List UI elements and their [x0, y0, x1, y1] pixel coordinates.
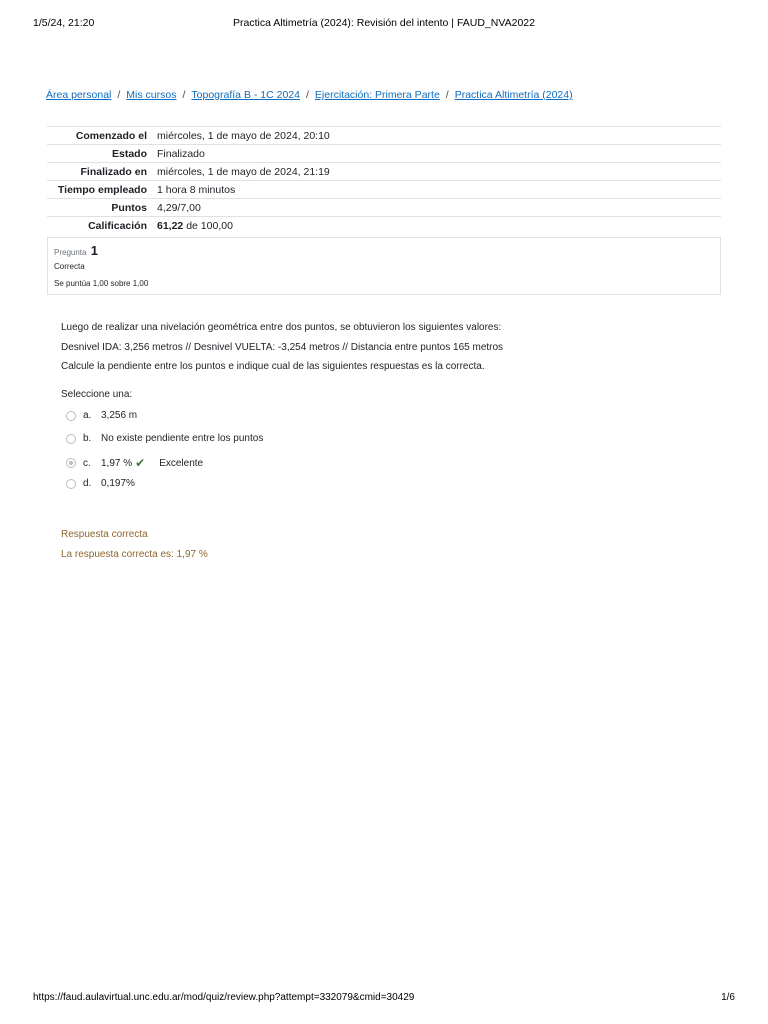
- question-grade: Se puntúa 1,00 sobre 1,00: [54, 279, 149, 288]
- breadcrumb-personal-area[interactable]: Área personal: [46, 89, 112, 101]
- question-info-box: [47, 237, 721, 295]
- question-text-line-3: Calcule la pendiente entre los puntos e indique cual de las siguientes respuestas es la correcta.: [61, 361, 485, 372]
- answer-text: 0,197%: [101, 478, 135, 489]
- answer-letter: b.: [83, 433, 92, 444]
- grade-value: 61,22: [157, 219, 184, 232]
- answer-feedback: Excelente: [159, 457, 204, 469]
- answer-text: 1,97 %: [101, 457, 133, 469]
- answer-letter: d.: [83, 478, 92, 489]
- summary-row-state: [47, 145, 721, 163]
- breadcrumb-separator: /: [117, 89, 121, 101]
- state-value: Finalizado: [157, 147, 205, 160]
- answer-text: No existe pendiente entre los puntos: [101, 433, 264, 444]
- right-answer-text: La respuesta correcta es: 1,97 %: [61, 549, 208, 560]
- print-header: [33, 17, 735, 31]
- grade-label: Calificación: [88, 219, 147, 232]
- answer-letter: c.: [83, 457, 91, 469]
- breadcrumb-separator: /: [305, 89, 309, 101]
- radio-b[interactable]: [66, 434, 76, 444]
- radio-d[interactable]: [66, 479, 76, 489]
- answer-option-a[interactable]: [66, 410, 137, 421]
- outcome-text: Respuesta correcta: [61, 529, 148, 540]
- points-value: 4,29/7,00: [157, 201, 201, 214]
- grade-rest: de 100,00: [186, 219, 233, 232]
- answer-option-d[interactable]: [66, 478, 135, 489]
- time-label: Tiempo empleado: [57, 183, 147, 196]
- breadcrumb-section[interactable]: Ejercitación: Primera Parte: [314, 89, 440, 101]
- question-text-line-1: Luego de realizar una nivelación geométrica entre dos puntos, se obtuvieron los siguientes valores:: [61, 322, 502, 333]
- started-label: Comenzado el: [75, 129, 147, 142]
- attempt-summary-table: [47, 126, 721, 234]
- summary-row-grade: [47, 217, 721, 235]
- question-number: [54, 243, 98, 258]
- question-label: Pregunta: [54, 248, 87, 257]
- answer-option-b[interactable]: [66, 433, 263, 444]
- breadcrumb-separator: /: [445, 89, 449, 101]
- checkmark-icon: ✔: [135, 456, 146, 470]
- radio-c-selected[interactable]: [66, 458, 76, 468]
- summary-row-points: [47, 199, 721, 217]
- summary-row-started: [47, 127, 721, 145]
- grade-cell: [153, 217, 721, 235]
- breadcrumb: [46, 89, 728, 101]
- print-date: 1/5/24, 21:20: [33, 17, 95, 29]
- state-label: Estado: [111, 147, 147, 160]
- question-state: Correcta: [54, 262, 85, 271]
- breadcrumb-course[interactable]: Topografía B - 1C 2024: [191, 89, 300, 101]
- answer-option-c[interactable]: [66, 456, 203, 470]
- answer-prompt: Seleccione una:: [61, 389, 133, 400]
- summary-row-finished: [47, 163, 721, 181]
- answer-text: 3,256 m: [101, 410, 138, 421]
- finished-value: miércoles, 1 de mayo de 2024, 21:19: [157, 165, 330, 178]
- radio-a[interactable]: [66, 411, 76, 421]
- time-value: 1 hora 8 minutos: [157, 183, 236, 196]
- breadcrumb-quiz[interactable]: Practica Altimetría (2024): [454, 89, 573, 101]
- print-footer: [33, 992, 735, 1006]
- print-url: https://faud.aulavirtual.unc.edu.ar/mod/quiz/review.php?attempt=332079&cmid=30429: [33, 992, 415, 1003]
- question-number-value: 1: [90, 243, 98, 258]
- breadcrumb-my-courses[interactable]: Mis cursos: [126, 89, 177, 101]
- finished-label: Finalizado en: [80, 165, 147, 178]
- print-title: Practica Altimetría (2024): Revisión del intento | FAUD_NVA2022: [233, 17, 535, 29]
- breadcrumb-separator: /: [182, 89, 186, 101]
- answer-letter: a.: [83, 410, 92, 421]
- summary-row-time: [47, 181, 721, 199]
- points-label: Puntos: [111, 201, 147, 214]
- question-text-line-2: Desnivel IDA: 3,256 metros // Desnivel VUELTA: -3,254 metros // Distancia entre puntos 165 metros: [61, 342, 504, 353]
- print-page-number: 1/6: [721, 992, 735, 1003]
- started-value: miércoles, 1 de mayo de 2024, 20:10: [157, 129, 330, 142]
